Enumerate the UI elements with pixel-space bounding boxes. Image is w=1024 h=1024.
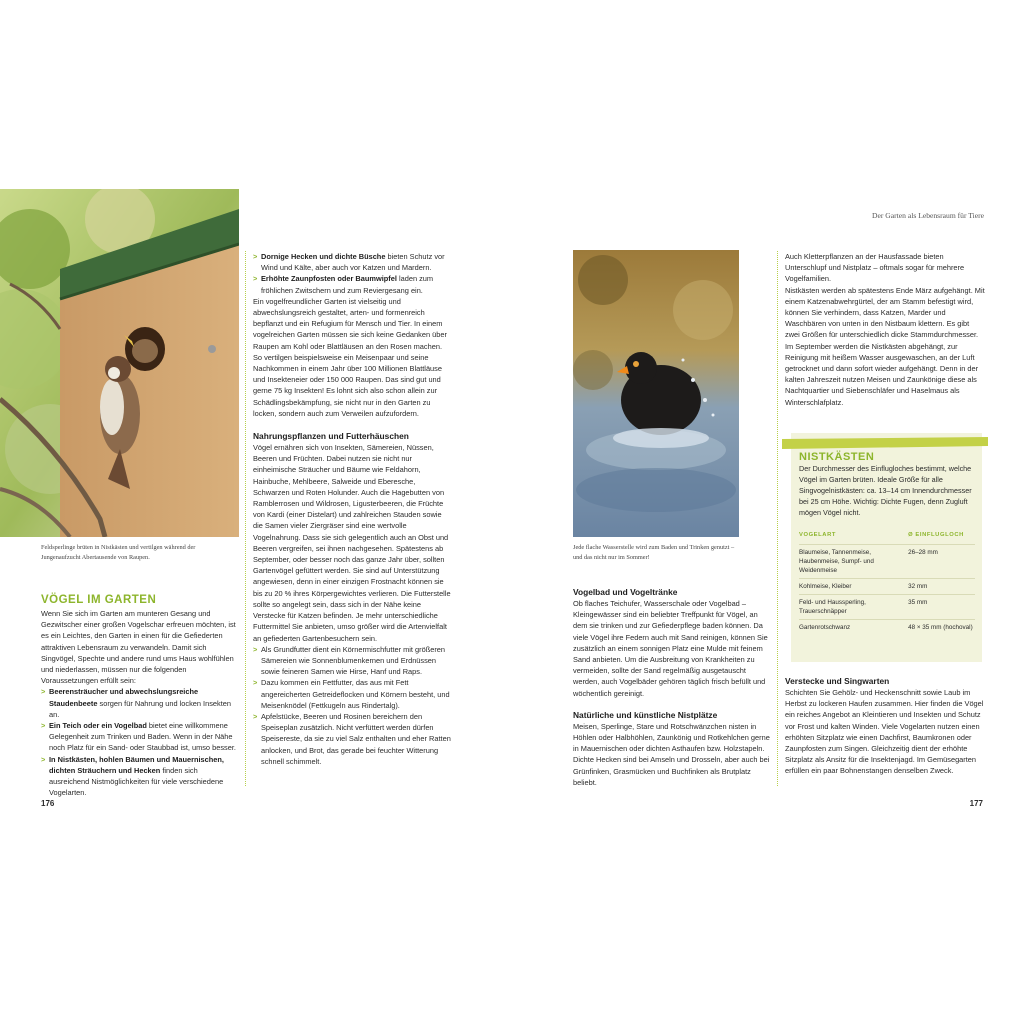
- box-table-wrap: [799, 531, 975, 635]
- right-col2-body: [785, 251, 985, 408]
- subheading-nistplaetze: Natürliche und künstliche Nistplätze: [573, 709, 718, 720]
- list-item: > Als Grundfutter dient ein Körnermischfutter mit größeren Sämereien wie Sonnenblumenkernen und Erdnüssen sowie feineren Samen wie Hirse, Hanf und Raps.: [253, 644, 451, 678]
- list-item: > In Nistkästen, hohlen Bäumen und Mauernischen, dichten Sträuchern und Hecken finden sich ausreichend Nistmöglichkeiten für viele verschiedene Vogelarten.: [41, 754, 238, 799]
- sparrow-caption: Feldsperlinge brüten in Nistkästen und vertilgen während der Jungenaufzucht Abertausende von Raupen.: [41, 544, 196, 561]
- page-number-left: 176: [41, 799, 55, 808]
- table-row: [799, 620, 975, 636]
- paragraph: Ob flaches Teichufer, Wasserschale oder Vogelbad – Kleingewässer sind ein beliebter Treffpunkt für Vögel, an dem sie trinken und zur Gefiederpflege baden können. Da viele Vögel ihre Federn auch mit Sand reinigen, können Sie zusätzlich an einem sonnigen Platz eine Mulde mit feinem Sand anbieten. Um die Ausbreitung von Krankheiten zu vermeiden, sollte der Sand regelmäßig ausgetauscht werden, auch Vogelbäder gehören täglich frisch befüllt und wöchentlich gereinigt.: [573, 599, 768, 698]
- list-item: > Ein Teich oder ein Vogelbad bietet eine willkommene Gelegenheit zum Trinken und Baden. Wenn in der Nähe noch Platz für ein Sand- oder Staubbad ist, umso besser.: [41, 720, 238, 754]
- box-text: Der Durchmesser des Einflugloches bestimmt, welche Vögel im Garten brüten. Ideale Größe für alle Singvogelnistkästen: ca. 13–14 cm Innendurchmesser bei 25 cm Höhe. Wichtig: Dichte Fugen, denn Zugluft mögen Vögel nicht.: [799, 464, 972, 517]
- table-cell: 48 × 35 mm (hochoval): [908, 624, 973, 631]
- left-col2-body: [253, 251, 451, 767]
- left-col1-body: [41, 608, 238, 798]
- paragraph: Nistkästen werden ab spätestens Ende März aufgehängt. Mit einem Katzenabwehrgürtel, der am Stamm befestigt wird, können Sie verhindern, dass Katzen, Marder und Waschbären von unten in den Nistbaum klettern. Es gibt zwei Größen für unterschiedlich dicke Stammdurchmesser. Im September werden die Nistkästen abgehängt, zur Reinigung mit heißem Wasser ausgewaschen, an der Luft getrocknet und dann sofort wieder aufgehängt. Denn in der kalten Jahreszeit nutzen Meisen und Zaunkönige diese als Nachtquartier und Siebenschläfer und Haselmaus als Winterschlafplatz.: [785, 285, 985, 407]
- table-row: [799, 545, 975, 579]
- table-cell: Gartenrotschwanz: [799, 624, 851, 631]
- paragraph: Auch Kletterpflanzen an der Hausfassade bieten Unterschlupf und Nistplatz – oftmals sogar für mehrere Vogelfamilien.: [785, 252, 965, 284]
- paragraph: Ein vogelfreundlicher Garten ist vielseitig und abwechslungsreich gestaltet, arten- und formenreich bepflanzt und ein Refugium für Mensch und Tier. In einem vogelreichen Garten müssen sie sich keine Gedanken über Raupen am Kohl oder Blattläusen an den Rosen machen. So vertilgen beispielsweise ein Meisenpaar und seine Nachkommen in einem Jahr über 100 Millionen Blattläuse und Insekteneier oder 150 000 Raupen. Das sind gut und gerne 75 kg Insekten! Es lohnt sich also schon allein zur Schädlingsbekämpfung, sie nicht nur in den Garten zu locken, sondern auch zum Verweilen aufzufordern.: [253, 296, 447, 418]
- column-divider: [245, 251, 246, 786]
- table-cell: Kohlmeise, Kleiber: [799, 579, 908, 595]
- running-head: Der Garten als Lebensraum für Tiere: [872, 211, 984, 220]
- subheading-vogelbad: Vogelbad und Vogeltränke: [573, 587, 678, 597]
- intro-paragraph: Wenn Sie sich im Garten am munteren Gesang und Gezwitscher einer großen Vogelschar erfreuen möchten, ist es ein Leichtes, den Garten in einen für die Gefiederten attraktiven Lebensraum zu verwandeln. Damit sich Singvögel, Spechte und andere rund ums Haus wohlfühlen und niederlassen, müssen nur die folgenden Voraussetzungen erfüllt sein:: [41, 609, 236, 686]
- table-cell: Feld- und Haussperling, Trauerschnäpper: [799, 595, 908, 620]
- list-item: > Beerensträucher und abwechslungsreiche Staudenbeete sorgen für Nahrung und locken Insekten an.: [41, 686, 238, 720]
- list-item: > Dornige Hecken und dichte Büsche bieten Schutz vor Wind und Kälte, aber auch vor Katzen und Mardern.: [253, 251, 451, 273]
- nistkaesten-infobox: [791, 433, 982, 662]
- paragraph: Schichten Sie Gehölz- und Heckenschnitt sowie Laub im Herbst zu lockeren Haufen zusammen. Hier finden die Vögel ein reiches Angebot an Kleintieren und Insekten und Schutz vor Frost und kalten Winden. Viele Vogelarten nutzen einen erhöhten Sitzplatz wie einen Dachfirst, Baumkronen oder Zaunpfosten zum Singen. Gleichzeitig dient der erhöhte Sitzplatz als Ansitz für die Insektenjagd. Im Gemüsegarten erfüllen ein paar Bohnenstangen denselben Zweck.: [785, 688, 984, 776]
- table-cell: 32 mm: [908, 579, 975, 595]
- box-title: NISTKÄSTEN: [799, 451, 875, 463]
- list-item: > Dazu kommen ein Fettfutter, das aus mit Fett angereicherten Getreideflocken und Körnern besteht, und Meisenknödel (Fettkugeln aus Rindertalg).: [253, 677, 451, 711]
- blackbird-caption: Jede flache Wasserstelle wird zum Baden und Trinken genutzt – und das nicht nur im Sommer!: [573, 544, 735, 561]
- page-number-right: 177: [969, 799, 983, 808]
- table-row: [799, 579, 975, 595]
- right-col2-lower: [785, 675, 985, 777]
- column-divider: [777, 251, 778, 786]
- list-item: > Erhöhte Zaunpfosten oder Baumwipfel laden zum fröhlichen Zwitschern und zum Reviergesang ein.: [253, 273, 451, 295]
- table-cell: Blaumeise, Tannenmeise, Haubenmeise, Sumpf- und Weidenmeise: [799, 545, 908, 579]
- table-row: [799, 595, 975, 620]
- subheading-nahrung: Nahrungspflanzen und Futterhäuschen: [253, 431, 409, 442]
- table-cell: 35 mm: [908, 595, 975, 620]
- paragraph: Vögel ernähren sich von Insekten, Sämereien, Nüssen, Beeren und Früchten. Dabei nutzen sie nicht nur einheimische Sträucher und Bäume wie Feldahorn, Hainbuche, Mehlbeere, Salweide und Eberesche, Schwarzen und Roten Holunder. Auch die Hagebutten von Ramblerrosen und Wildrosen, Ligusterbeeren, die Früchte von Kardi (einer Distelart) und zahlreichen Stauden sowie die Samen vieler Ziergräser sind eine wertvolle Vogelnahrung. Dass sie sich gelegentlich auch an Obst und Beeren vergreifen, sei ihnen nachgesehen. Spätestens ab September, oder besser noch das ganze Jahr über, sollten Gartenvögel gefüttert werden. Sie sind auf Unterstützung angewiesen, denn in einer einzigen Frostnacht können sie bis zu 20 % ihres Körpergewichtes verlieren. Die Futterstelle sollte so angelegt sein, dass sich in der Nähe keine Verstecke für Katzen befinden. Je mehr unterschiedliche Futtermittel Sie anbieten, umso größer wird die Artenvielfalt an gefiederten Gartenbesuchern sein.: [253, 443, 451, 643]
- blackbird-photo-illustration: [573, 250, 739, 537]
- list-item: > Apfelstücke, Beeren und Rosinen bereichern den Speiseplan zusätzlich. Nicht verfüttert werden dürfen Speisereste, da sie zu viel Salz enthalten und eher Ratten anlocken, und Brot, das gerade bei feuchter Witterung schnell schimmelt.: [253, 711, 451, 767]
- paragraph: Meisen, Sperlinge, Stare und Rotschwänzchen nisten in Höhlen oder Halbhöhlen, Zaunkönig und Rotkehlchen gerne in Mauernischen oder dichten Asthaufen bzw. Holzstapeln. Dichte Hecken sind bei Amseln und Drosseln, aber auch bei Grünfinken, Grasmücken und Buchfinken als Brutplatz beliebt.: [573, 721, 770, 787]
- box-title-stripe: [782, 437, 988, 451]
- blackbird-photo: [573, 250, 739, 537]
- sparrow-photo: [0, 189, 239, 537]
- subheading-verstecke: Verstecke und Singwarten: [785, 676, 890, 686]
- einflugloch-table: [799, 531, 975, 635]
- table-cell: 26–28 mm: [908, 545, 975, 579]
- section-heading-voegel: VÖGEL IM GARTEN: [41, 594, 157, 606]
- right-col1-body: [573, 586, 771, 788]
- table-header-einflugloch: Ø EINFLUGLOCH: [908, 531, 975, 545]
- table-header-vogelart: VOGELART: [799, 531, 908, 545]
- sparrow-photo-illustration: [0, 189, 239, 537]
